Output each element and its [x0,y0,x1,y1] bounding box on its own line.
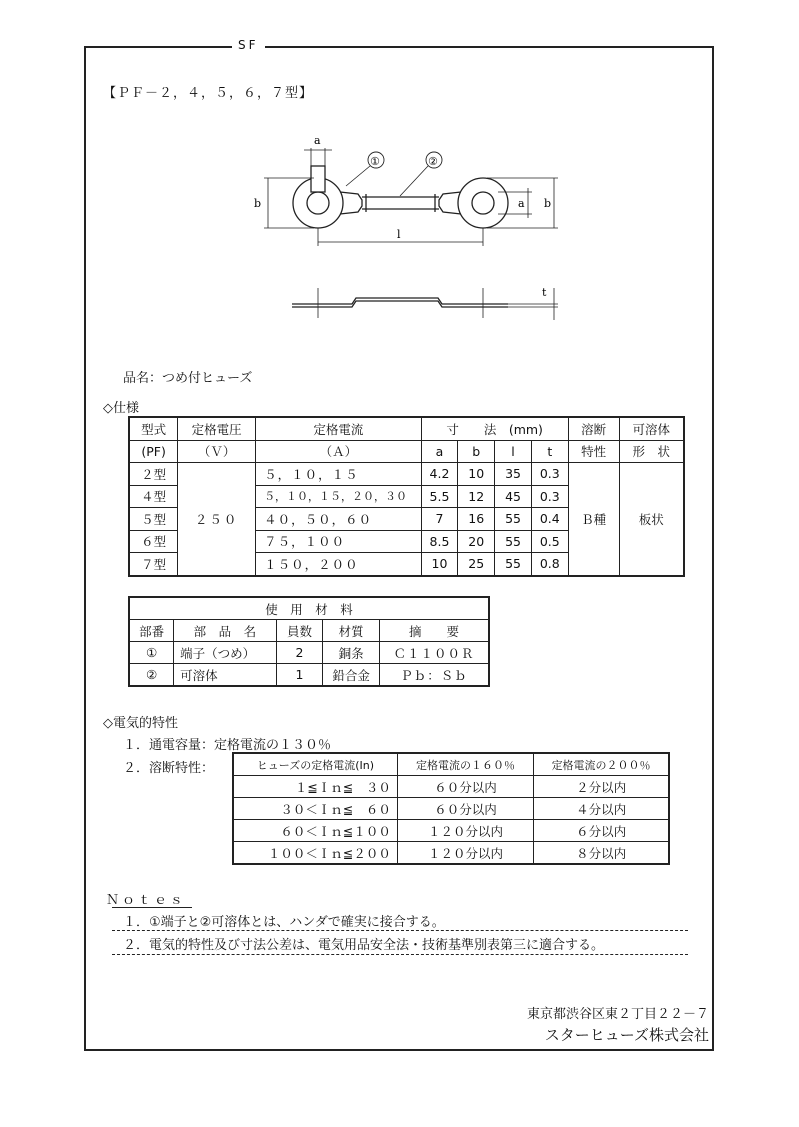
cell-summary: Ｃ１１００Ｒ [379,642,489,664]
spec-table [128,416,685,577]
cell-200: ６分以内 [534,820,669,842]
cell-160: ６０分以内 [397,776,533,798]
cell-160: ６０分以内 [397,798,533,820]
cell-b: 16 [458,508,495,531]
cell-a: 8.5 [421,530,458,553]
table-row [233,798,669,820]
notes-heading: Ｎｏｔｅｓ [106,893,187,908]
head-qty: 員数 [276,620,323,642]
head-200: 定格電流の２００％ [534,753,669,776]
cell-part-no: ① [129,642,174,664]
fusing-table [232,752,670,865]
cell-l: 35 [495,463,532,486]
head-b: b [458,440,495,463]
table-row [233,820,669,842]
head-a: a [421,440,458,463]
cell-b: 10 [458,463,495,486]
cell-160: １２０分以内 [397,842,533,865]
head-fusible: 可溶体 [619,417,684,440]
cell-a: 4.2 [421,463,458,486]
fuse-drawing [240,128,580,328]
model-title: 【ＰＦ－２，４，５，６，７型】 [103,86,314,101]
product-name: 品名：つめ付ヒューズ [123,371,253,386]
cell-current: ５，１０，１５ [256,463,422,486]
cell-t: 0.4 [531,508,568,531]
cell-160: １２０分以内 [397,820,533,842]
table-row [129,642,489,664]
materials-title: 使 用 材 料 [129,597,489,620]
cell-current: １５０，２００ [256,553,422,576]
cell-model: ６型 [129,530,178,553]
cell-a: 10 [421,553,458,576]
cell-range: ６０＜Ｉｎ≦１００ [233,820,397,842]
head-material: 材質 [323,620,380,642]
dim-a-right: a [518,197,525,210]
cell-voltage: ２５０ [178,463,256,576]
note-divider [112,930,688,931]
dim-t: t [542,286,547,299]
note-2: ２．電気的特性及び寸法公差は、電気用品安全法・技術基準別表第三に適合する。 [123,938,605,953]
head-dims: 寸 法 (mm) [421,417,568,440]
electrical-heading: ◇電気的特性 [103,716,178,731]
cell-qty: 1 [276,664,323,687]
cell-t: 0.5 [531,530,568,553]
cell-part-name: 端子（つめ） [174,642,277,664]
note-1: １．①端子と②可溶体とは、ハンダで確実に接合する。 [123,915,445,930]
cell-range: ３０＜Ｉｎ≦ ６０ [233,798,397,820]
cell-a: 7 [421,508,458,531]
cell-part-name: 可溶体 [174,664,277,687]
head-part-no: 部番 [129,620,174,642]
head-model-unit: (PF) [129,440,178,463]
cell-model: ５型 [129,508,178,531]
header-tag: SF [232,38,265,52]
table-row [129,463,684,486]
cell-l: 55 [495,508,532,531]
head-voltage: 定格電圧 [178,417,256,440]
head-part-name: 部 品 名 [174,620,277,642]
head-160: 定格電流の１６０％ [397,753,533,776]
head-fusing: 溶断 [568,417,619,440]
head-model: 型式 [129,417,178,440]
cell-a: 5.5 [421,485,458,508]
cell-l: 45 [495,485,532,508]
dim-l: l [397,228,401,241]
cell-t: 0.3 [531,485,568,508]
cell-fusing: Ｂ種 [568,463,619,576]
table-row [233,842,669,865]
notes-underline [112,907,192,908]
table-row [129,664,489,687]
cell-current: ５，１０，１５，２０，３０ [256,485,422,508]
cell-shape: 板状 [619,463,684,576]
company-name: スターヒューズ株式会社 [544,1026,709,1044]
head-summary: 摘 要 [379,620,489,642]
company-address: 東京都渋谷区東２丁目２２－７ [526,1007,709,1022]
head-rated-range: ヒューズの定格電流(In) [233,753,397,776]
cell-l: 55 [495,530,532,553]
dim-b-right: b [544,197,552,210]
cell-material: 銅条 [323,642,380,664]
electrical-item-1: １．通電容量：定格電流の１３０％ [123,738,332,753]
dim-b-left: b [254,197,262,210]
cell-200: ２分以内 [534,776,669,798]
cell-model: ４型 [129,485,178,508]
cell-current: ４０，５０，６０ [256,508,422,531]
cell-material: 鉛合金 [323,664,380,687]
materials-table [128,596,490,687]
head-current-unit: （Ａ） [256,440,422,463]
head-fusible-2: 形 状 [619,440,684,463]
note-divider [112,954,688,955]
head-t: t [531,440,568,463]
spec-heading: ◇仕様 [103,401,139,416]
head-l: l [495,440,532,463]
cell-200: ８分以内 [534,842,669,865]
cell-range: １≦Ｉｎ≦ ３０ [233,776,397,798]
cell-model: ２型 [129,463,178,486]
cell-t: 0.3 [531,463,568,486]
cell-model: ７型 [129,553,178,576]
cell-t: 0.8 [531,553,568,576]
electrical-item-2: ２．溶断特性： [123,761,215,776]
callout-1: ① [370,155,380,168]
table-row [233,776,669,798]
dim-a-top: a [314,134,321,147]
head-voltage-unit: （Ｖ） [178,440,256,463]
cell-b: 12 [458,485,495,508]
cell-current: ７５，１００ [256,530,422,553]
head-current: 定格電流 [256,417,422,440]
cell-b: 20 [458,530,495,553]
cell-b: 25 [458,553,495,576]
cell-part-no: ② [129,664,174,687]
cell-200: ４分以内 [534,798,669,820]
cell-l: 55 [495,553,532,576]
cell-summary: Ｐｂ：Ｓｂ [379,664,489,687]
head-fusing-2: 特性 [568,440,619,463]
callout-2: ② [428,155,438,168]
cell-range: １００＜Ｉｎ≦２００ [233,842,397,865]
cell-qty: 2 [276,642,323,664]
